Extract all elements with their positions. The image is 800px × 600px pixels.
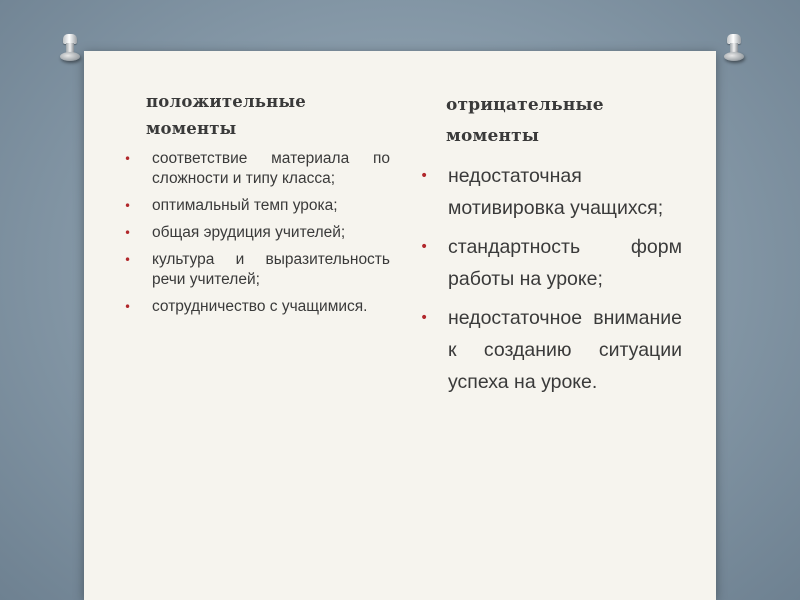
positive-list — [124, 149, 390, 317]
list-item — [420, 160, 682, 224]
list-item-text: оптимальный темп урока; — [152, 197, 338, 214]
list-item-text: общая эрудиция учителей; — [152, 224, 346, 241]
negative-heading: отрицательные моменты — [446, 95, 604, 146]
bullet-icon: • — [124, 300, 132, 314]
bullet-icon: • — [124, 199, 132, 213]
list-item — [420, 302, 682, 398]
list-item — [124, 223, 390, 243]
list-item-text: соответствие материала по сложности и типу класса; — [152, 150, 390, 187]
list-item — [420, 231, 682, 295]
list-item-text: культура и выразительность речи учителей; — [152, 251, 390, 288]
pushpin-icon — [60, 34, 80, 64]
positive-heading: положительные моменты — [146, 92, 306, 138]
negative-column — [420, 90, 682, 405]
list-item-text: сотрудничество с учащимися. — [152, 298, 368, 315]
list-item — [124, 297, 390, 317]
list-item — [124, 196, 390, 216]
bullet-icon: • — [420, 310, 429, 326]
list-item-text: стандартность форм работы на уроке; — [448, 236, 682, 290]
bullet-icon: • — [124, 152, 132, 166]
list-item-text: недостаточное внимание к созданию ситуации успеха на уроке. — [448, 307, 682, 393]
pushpin-icon — [724, 34, 744, 64]
bullet-icon: • — [124, 253, 132, 267]
bullet-icon: • — [420, 168, 429, 184]
list-item — [124, 250, 390, 290]
list-item-text: недостаточная мотивировка учащихся; — [448, 165, 664, 219]
bullet-icon: • — [420, 239, 429, 255]
negative-list — [420, 160, 682, 398]
bullet-icon: • — [124, 226, 132, 240]
positive-column — [124, 88, 390, 324]
list-item — [124, 149, 390, 189]
